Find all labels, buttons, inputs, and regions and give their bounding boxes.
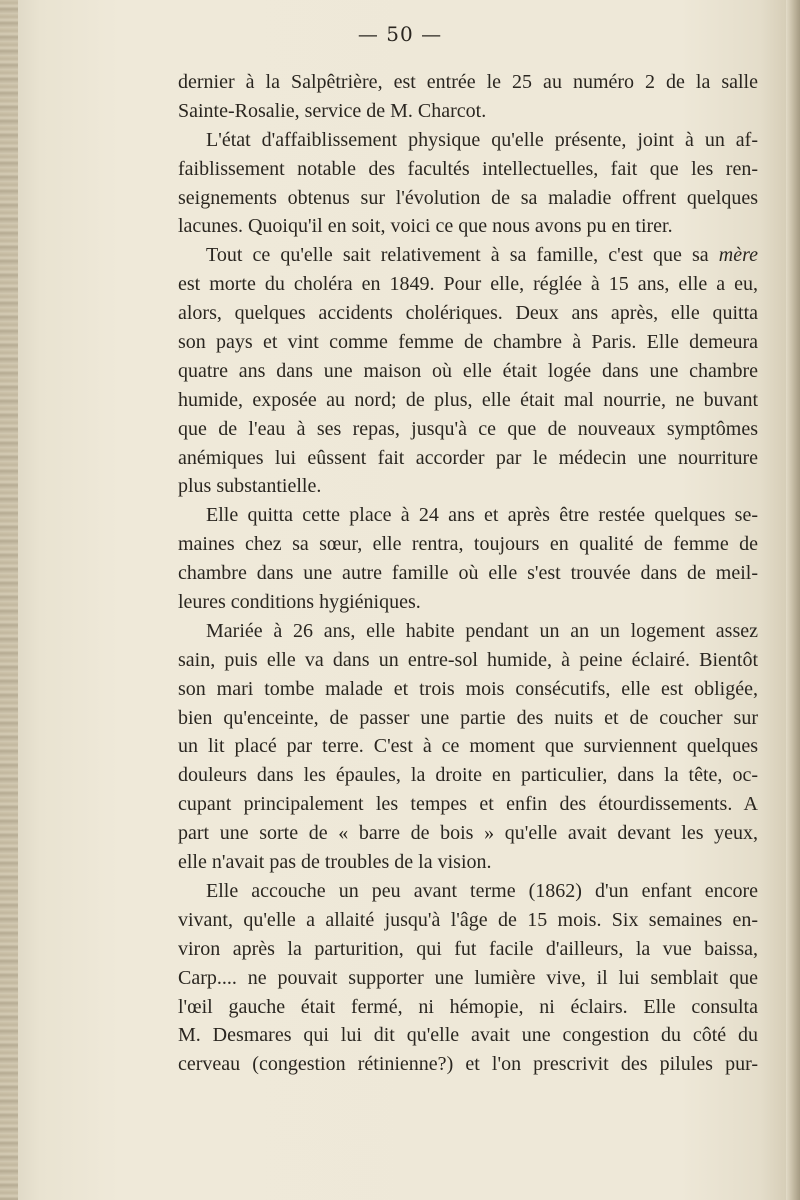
- text-line-content: sain, puis elle va dans un entre-sol humide, à peine éclairé. Bientôt: [178, 648, 758, 671]
- text-line-content: humide, exposée au nord; de plus, elle était mal nourrie, ne buvant: [178, 388, 758, 411]
- text-line-content: lacunes. Quoiqu'il en soit, voici ce que nous avons pu en tirer.: [178, 215, 673, 238]
- text-line: [178, 415, 758, 444]
- body-text: [178, 68, 758, 1079]
- text-line-content: bien qu'enceinte, de passer une partie des nuits et de coucher sur: [178, 706, 758, 729]
- text-line: [178, 732, 758, 761]
- text-line-content: dernier à la Salpêtrière, est entrée le 25 au numéro 2 de la salle: [178, 71, 758, 93]
- text-line-content: est morte du choléra en 1849. Pour elle, réglée à 15 ans, elle a eu,: [178, 273, 758, 296]
- book-gutter-edge: [0, 0, 18, 1200]
- page-right-edge: [786, 0, 800, 1200]
- text-line: [178, 501, 758, 530]
- text-line-content: plus substantielle.: [178, 475, 322, 498]
- text-line: [178, 761, 758, 790]
- text-line: [178, 906, 758, 935]
- text-line: [178, 848, 758, 877]
- text-line: [178, 646, 758, 675]
- text-line-content: alors, quelques accidents cholériques. Deux ans après, elle quitta: [178, 302, 758, 325]
- text-line: [178, 444, 758, 473]
- text-line: [178, 97, 758, 126]
- text-line-content: chambre dans une autre famille où elle s'est trouvée dans de meil-: [178, 562, 758, 585]
- text-line-content: douleurs dans les épaules, la droite en particulier, dans la tête, oc-: [178, 764, 758, 787]
- text-line-content: faiblissement notable des facultés intellectuelles, fait que les ren-: [178, 157, 758, 180]
- text-line: [178, 819, 758, 848]
- text-line: [178, 993, 758, 1022]
- text-line: [178, 68, 758, 97]
- page-number: — 50 —: [357, 22, 443, 46]
- text-line-content: un lit placé par terre. C'est à ce moment que surviennent quelques: [178, 735, 758, 758]
- text-line: [178, 935, 758, 964]
- text-line: [178, 328, 758, 357]
- text-line-content: Elle quitta cette place à 24 ans et après être restée quelques se-: [206, 504, 758, 527]
- emphasized-word: mère: [718, 244, 758, 267]
- text-line-content: L'état d'affaiblissement physique qu'elle présente, joint à un af-: [206, 128, 758, 151]
- text-line: [178, 212, 758, 241]
- text-line-content: quatre ans dans une maison où elle était logée dans une chambre: [178, 359, 758, 382]
- text-line: [178, 675, 758, 704]
- text-line-content: anémiques lui eûssent fait accorder par le médecin une nourriture: [178, 446, 758, 469]
- text-line-content: Mariée à 26 ans, elle habite pendant un an un logement assez: [206, 619, 758, 642]
- text-line: [178, 241, 758, 270]
- text-line: [178, 704, 758, 733]
- text-line-content: maines chez sa sœur, elle rentra, toujours en qualité de femme de: [178, 533, 758, 556]
- text-line-content: Carp.... ne pouvait supporter une lumière vive, il lui semblait que: [178, 966, 758, 989]
- text-line: [178, 155, 758, 184]
- text-line-content: Elle accouche un peu avant terme (1862) d'un enfant encore: [206, 879, 758, 902]
- text-line: [178, 588, 758, 617]
- text-line-content: leures conditions hygiéniques.: [178, 591, 421, 614]
- text-line: [178, 472, 758, 501]
- text-line: [178, 790, 758, 819]
- text-line: [178, 1050, 758, 1079]
- text-line-content: Tout ce qu'elle sait relativement à sa famille, c'est que sa: [206, 244, 709, 267]
- text-line: [178, 530, 758, 559]
- text-line-content: M. Desmares qui lui dit qu'elle avait une congestion du côté du: [178, 1024, 758, 1047]
- text-line-content: viron après la parturition, qui fut facile d'ailleurs, la vue baissa,: [178, 937, 758, 960]
- text-line: [178, 617, 758, 646]
- text-line-content: Sainte-Rosalie, service de M. Charcot.: [178, 99, 487, 122]
- text-line-content: son pays et vint comme femme de chambre à Paris. Elle demeura: [178, 331, 758, 354]
- text-line-content: part une sorte de « barre de bois » qu'elle avait devant les yeux,: [178, 822, 758, 845]
- text-line-content: son mari tombe malade et trois mois consécutifs, elle est obligée,: [178, 677, 758, 700]
- text-line-content: cerveau (congestion rétinienne?) et l'on prescrivit des pilules pur-: [178, 1053, 758, 1076]
- text-line-content: cupant principalement les tempes et enfin des étourdissements. A: [178, 793, 758, 816]
- text-line-content: vivant, qu'elle a allaité jusqu'à l'âge de 15 mois. Six semaines en-: [178, 908, 758, 931]
- text-line: [178, 299, 758, 328]
- text-line: [178, 126, 758, 155]
- text-line: [178, 357, 758, 386]
- text-line: [178, 184, 758, 213]
- text-line-content: que de l'eau à ses repas, jusqu'à ce que de nouveaux symptômes: [178, 417, 758, 440]
- text-line-content: seignements obtenus sur l'évolution de sa maladie offrent quelques: [178, 186, 758, 209]
- text-line: [178, 270, 758, 299]
- text-line-content: elle n'avait pas de troubles de la vision.: [178, 851, 492, 874]
- text-line: [178, 559, 758, 588]
- text-line: [178, 386, 758, 415]
- text-line: [178, 1021, 758, 1050]
- text-line: [178, 964, 758, 993]
- text-line-content: l'œil gauche était fermé, ni hémopie, ni éclairs. Elle consulta: [178, 995, 758, 1018]
- text-line: [178, 877, 758, 906]
